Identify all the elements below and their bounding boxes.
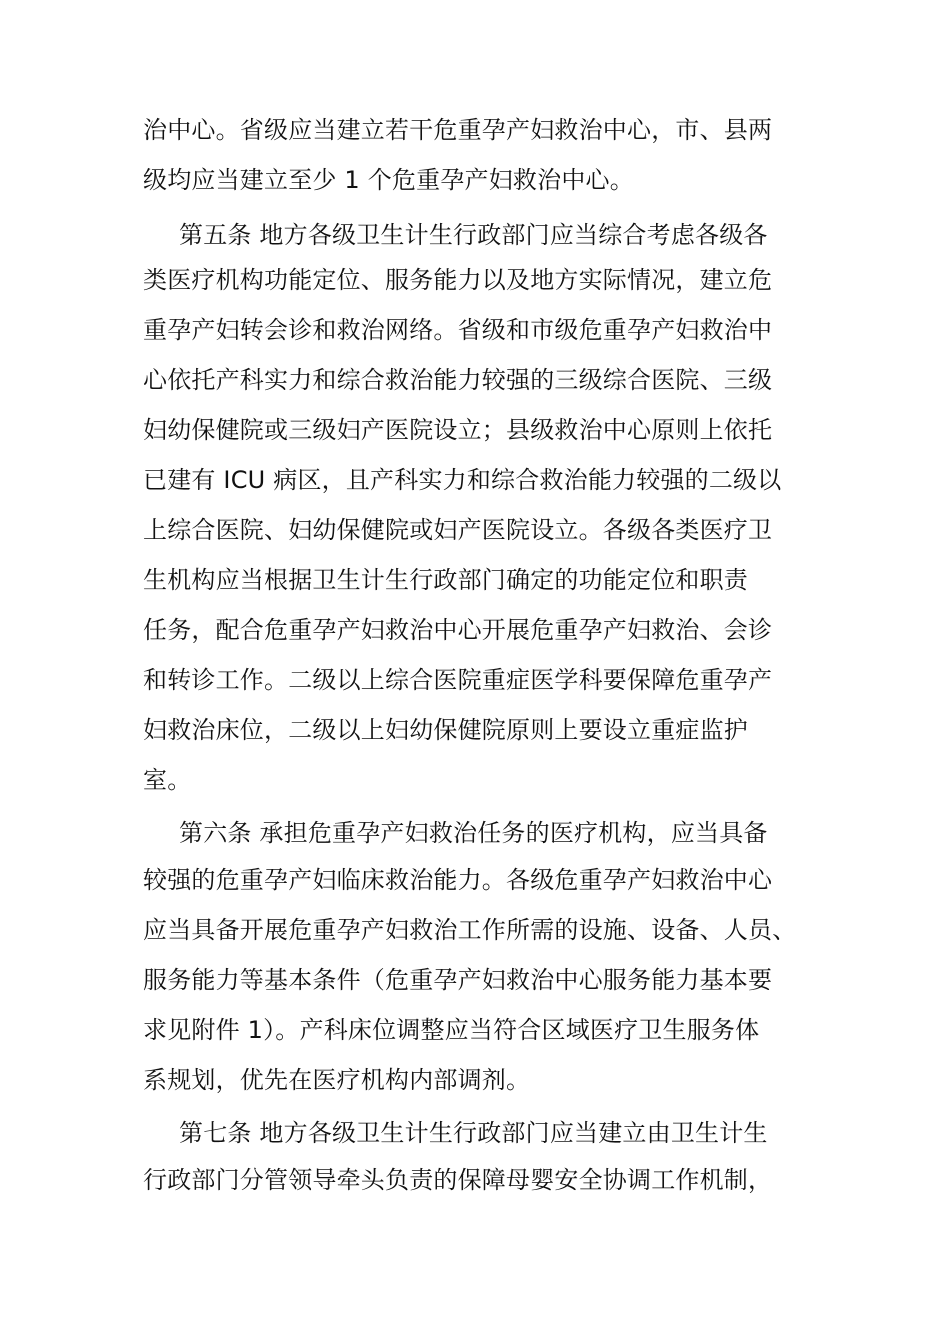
text-line: 室。: [143, 766, 192, 794]
text-line: 生机构应当根据卫生计生行政部门确定的功能定位和职责: [143, 566, 748, 594]
text-line: 服务能力等基本条件（危重孕产妇救治中心服务能力基本要: [143, 966, 773, 994]
text-line: 求见附件 1）。产科床位调整应当符合区域医疗卫生服务体: [143, 1016, 760, 1044]
text-line: 任务，配合危重孕产妇救治中心开展危重孕产妇救治、会诊: [143, 616, 773, 644]
article-5-line: 第五条 地方各级卫生计生行政部门应当综合考虑各级各: [179, 221, 768, 249]
text-line: 妇救治床位，二级以上妇幼保健院原则上要设立重症监护: [143, 716, 748, 744]
text-line: 治中心。省级应当建立若干危重孕产妇救治中心，市、县两: [143, 116, 773, 144]
text-line: 妇幼保健院或三级妇产医院设立；县级救治中心原则上依托: [143, 416, 773, 444]
article-6-line: 第六条 承担危重孕产妇救治任务的医疗机构，应当具备: [179, 819, 768, 847]
text-line: 心依托产科实力和综合救治能力较强的三级综合医院、三级: [143, 366, 773, 394]
text-line: 已建有 ICU 病区，且产科实力和综合救治能力较强的二级以: [143, 466, 782, 494]
article-7-line: 第七条 地方各级卫生计生行政部门应当建立由卫生计生: [179, 1119, 768, 1147]
text-line: 级均应当建立至少 1 个危重孕产妇救治中心。: [143, 166, 634, 194]
text-line: 类医疗机构功能定位、服务能力以及地方实际情况，建立危: [143, 266, 773, 294]
text-line: 行政部门分管领导牵头负责的保障母婴安全协调工作机制，: [143, 1166, 773, 1194]
text-line: 和转诊工作。二级以上综合医院重症医学科要保障危重孕产: [143, 666, 773, 694]
text-line: 应当具备开展危重孕产妇救治工作所需的设施、设备、人员、: [143, 916, 797, 944]
text-line: 系规划，优先在医疗机构内部调剂。: [143, 1066, 531, 1094]
text-line: 上综合医院、妇幼保健院或妇产医院设立。各级各类医疗卫: [143, 516, 773, 544]
text-line: 重孕产妇转会诊和救治网络。省级和市级危重孕产妇救治中: [143, 316, 773, 344]
text-line: 较强的危重孕产妇临床救治能力。各级危重孕产妇救治中心: [143, 866, 773, 894]
